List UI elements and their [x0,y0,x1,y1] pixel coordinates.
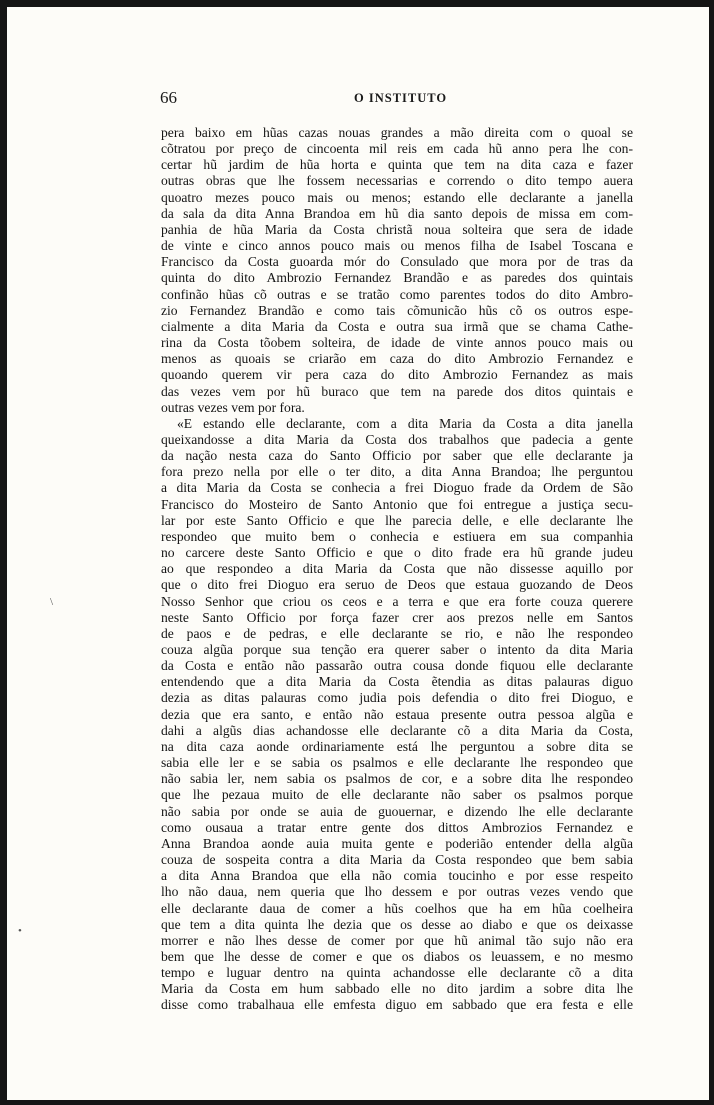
text-line: a dita Anna Brandoa que ella não comia toucinho e por esse respeito [161,868,633,884]
text-line: couza algũa porque sua tenção era querer saber o intento da dita Maria [161,642,633,657]
text-line: de paos e de pedras, e elle declarante se rio, e não lhe respondeo [161,625,633,641]
text-line: certar hũ jardim de hũa horta e quinta que tem na dita caza e fazer [161,157,633,173]
text-line: sabia elle ler e se sabia os psalmos e elle declarante lhe respondeo que [161,755,633,771]
text-line: entendendo que a dita Maria da Costa ẽtendia as ditas palauras diguo [161,674,633,690]
text-line: no carcere deste Santo Officio e que o dito frade era hũ grande judeu [161,545,633,561]
text-line: lho não daua, nem queria que lho dessem e por outras vezes vendo que [161,884,633,900]
body-text [161,125,633,1014]
text-line: não sabia por onde se auia de guouernar, e dizendo lhe elle declarante [161,803,633,819]
text-line: quoatro mezes pouco mais ou menos; estando elle declarante a janella [161,189,633,205]
text-line: como ousaua a tratar entre gente dos dittos Ambrozios Fernandez e [161,819,633,835]
text-line: disse como trabalhaua elle emfesta diguo em sabbado que era festa e elle [161,997,633,1013]
text-line: menos as quoais se criarão em caza do dito Ambrozio Fernandez e [161,351,633,367]
text-line: cialmente a dita Maria da Costa e outra sua irmã que se chama Cathe- [161,318,633,334]
text-line: pera baixo em hũas cazas nouas grandes a mão direita com o quoal se [161,125,633,140]
text-line: Maria da Costa em hum sabbado elle no dito jardim a sobre dita lhe [161,981,633,997]
text-line: que tem a dita quinta lhe dezia que os desse ao diabo e que os deixasse [161,916,633,932]
text-line: tempo e luguar dentro na quinta achandosse elle declarante cõ a dita [161,965,633,981]
text-line: rina da Costa tõobem solteira, de idade de vinte annos pouco mais ou [161,335,633,351]
text-line: da sala da dita Anna Brandoa em hũ dia santo depois de missa em com- [161,205,633,221]
text-line: dezia as ditas palauras como judia pois defendia o dito frei Dioguo, e [161,690,633,706]
text-line: quinta do dito Ambrozio Fernandez Brandão e as paredes dos quintais [161,270,633,286]
scan-speck: • [18,925,22,937]
scan-speck: \ [50,596,54,608]
text-line: queixandosse a dita Maria da Costa dos trabalhos que padecia a gente [161,431,633,447]
scan-border-bottom [0,1100,714,1105]
text-line: Nosso Senhor que criou os ceos e a terra e que era forte couza querere [161,593,633,609]
text-line: outras obras que lhe fossem necessarias e correndo o dito tempo auera [161,173,633,189]
scan-border-top [0,0,714,7]
text-line: dahi a algũs dias achandosse elle declarante cõ a dita Maria da Costa, [161,722,633,738]
page-number: 66 [160,88,177,107]
text-line: ao que respondeo a dita Maria da Costa que não dissesse aquillo por [161,561,633,577]
text-line: que lhe pezaua muito de elle declarante não saber os psalmos porque [161,787,633,803]
text-line: das vezes vem por hũ buraco que tem na parede dos ditos quintais e [161,383,633,399]
text-line: na dita caza aonde ordinariamente está lhe perguntou a sobre dita se [161,738,633,754]
text-line: couza de sospeita contra a dita Maria da Costa respondeo que bem sabia [161,852,633,868]
text-line: a dita Maria da Costa se conhecia a frei Dioguo frade da Ordem de São [161,480,633,496]
text-line: panhia de hũa Maria da Costa christã noua solteira que sera de idade [161,221,633,237]
text-line: zio Fernandez Brandão e como tais cõmunicão hũs cõ os outros espe- [161,302,633,318]
text-line: respondeo que muito bem o conhecia e estiuera em sua companhia [161,528,633,544]
text-line: Francisco da Costa guoarda mór do Consulado que mora por de tras da [161,254,633,270]
text-line: morrer e não lhes desse de comer por que hũ animal tão sujo não era [161,932,633,948]
text-line: cõtratou por preço de cincoenta mil reis em cada hũ anno pera lhe con- [161,141,633,157]
text-line: não sabia ler, nem sabia os psalmos de cor, e a sobre dita lhe respondeo [161,771,633,787]
text-line: que o dito frei Dioguo era seruo de Deos que estaua guozando de Deos [161,577,633,593]
text-line: «E estando elle declarante, com a dita Maria da Costa a dita janella [177,415,633,431]
text-line: confinão hũas cõ outras e se tratão como parentes todos do dito Ambro- [161,286,633,302]
scan-border-left [0,0,7,1105]
text-line: elle declarante daua de comer a hũs coelhos que ha em hũa coelheira [161,900,633,916]
text-line: da nação nesta caza do Santo Officio por saber que elle declarante ja [161,448,633,464]
text-line: Francisco do Mosteiro de Santo Antonio que foi entregue a justiça secu- [161,496,633,512]
running-title: O INSTITUTO [354,91,448,105]
text-line: dezia que era santo, e então não estaua presente outra pessoa algũa e [161,706,633,722]
text-line: Anna Brandoa aonde auia muita gente e poderião entender della algũa [161,835,633,851]
text-line: outras vezes vem por fora. [161,399,305,415]
text-line: bem que lhe desse de comer e que os diabos os leuassem, e no mesmo [161,948,633,964]
text-line: da Costa e então não passarão outra cousa donde fiquou elle declarante [161,658,633,674]
text-line: neste Santo Officio por força fazer crer aos prezos nelle em Santos [161,609,633,625]
text-line: lar por este Santo Officio e que lhe parecia delle, e elle declarante lhe [161,512,633,528]
scan-border-right [709,0,714,1105]
text-line: de vinte e cinco annos pouco mais ou menos filha de Isabel Toscana e [161,238,633,254]
text-line: fora prezo nella por elle o ter dito, a dita Anna Brandoa; lhe perguntou [161,464,633,480]
text-line: quoando querem vir pera caza do dito Ambrozio Fernandez as mais [161,367,633,383]
